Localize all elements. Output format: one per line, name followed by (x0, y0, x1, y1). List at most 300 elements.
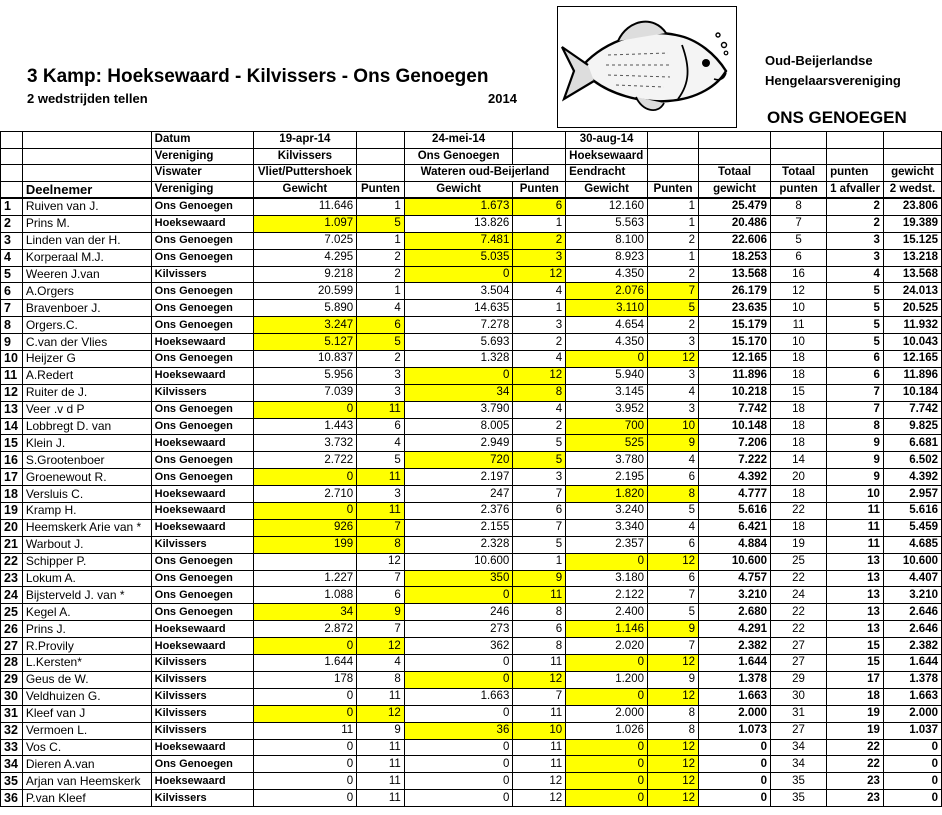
participant-name: Linden van der H. (22, 232, 151, 249)
weight-match-2: 0 (404, 705, 513, 722)
row-number: 15 (1, 435, 23, 452)
points-match-1: 2 (357, 351, 405, 368)
points-match-1: 11 (357, 469, 405, 486)
weight-match-3: 1.146 (566, 621, 648, 638)
points-match-2: 12 (513, 671, 566, 688)
points-match-1: 6 (357, 587, 405, 604)
weight-match-2: 10.600 (404, 553, 513, 570)
weight-two-matches: 1.663 (883, 688, 941, 705)
points-match-3: 12 (648, 351, 699, 368)
points-match-2: 1 (513, 300, 566, 317)
participant-club: Hoeksewaard (151, 503, 253, 520)
weight-match-1: 7.025 (253, 232, 357, 249)
points-match-1: 6 (357, 418, 405, 435)
weight-match-2: 3.504 (404, 283, 513, 300)
weight-match-3: 0 (566, 739, 648, 756)
points-match-3: 6 (648, 469, 699, 486)
weight-match-2: 247 (404, 486, 513, 503)
points-match-1: 1 (357, 283, 405, 300)
weight-two-matches: 19.389 (883, 215, 941, 232)
weight-two-matches: 2.382 (883, 638, 941, 655)
weight-two-matches: 0 (883, 790, 941, 807)
points-match-2: 1 (513, 215, 566, 232)
table-row (1, 756, 942, 773)
participant-club: Ons Genoegen (151, 249, 253, 266)
participant-club: Ons Genoegen (151, 418, 253, 435)
points-one-dropped: 5 (827, 300, 884, 317)
weight-match-2: 246 (404, 604, 513, 621)
participant-name: Schipper P. (22, 553, 151, 570)
water-match-2: Wateren oud-Beijerland (404, 165, 565, 182)
participant-club: Kilvissers (151, 790, 253, 807)
points-match-2: 2 (513, 232, 566, 249)
points-match-2: 8 (513, 638, 566, 655)
points-one-dropped: 6 (827, 367, 884, 384)
row-number: 17 (1, 469, 23, 486)
weight-match-2: 2.376 (404, 503, 513, 520)
points-match-2: 2 (513, 418, 566, 435)
weight-match-2: 7.278 (404, 317, 513, 334)
points-match-3: 7 (648, 587, 699, 604)
row-number: 24 (1, 587, 23, 604)
participant-name: Bijsterveld J. van * (22, 587, 151, 604)
row-number: 16 (1, 452, 23, 469)
participant-name: Klein J. (22, 435, 151, 452)
points-one-dropped: 13 (827, 587, 884, 604)
total-points: 18 (771, 486, 827, 503)
total-points: 16 (771, 266, 827, 283)
total-points: 18 (771, 418, 827, 435)
participant-name: Vos C. (22, 739, 151, 756)
points-match-3: 1 (648, 249, 699, 266)
row-number: 11 (1, 367, 23, 384)
weight-match-3: 3.952 (566, 401, 648, 418)
total-weight: 18.253 (699, 249, 771, 266)
weight-match-3: 2.195 (566, 469, 648, 486)
col-2-wedstrijden: 2 wedst. (883, 181, 941, 198)
points-match-2: 12 (513, 790, 566, 807)
participant-club: Ons Genoegen (151, 553, 253, 570)
points-match-2: 12 (513, 266, 566, 283)
table-row (1, 621, 942, 638)
weight-match-1: 1.227 (253, 570, 357, 587)
points-one-dropped: 2 (827, 215, 884, 232)
points-one-dropped: 17 (827, 671, 884, 688)
row-number: 18 (1, 486, 23, 503)
participant-club: Ons Genoegen (151, 198, 253, 215)
participant-club: Ons Genoegen (151, 351, 253, 368)
weight-match-1: 2.722 (253, 452, 357, 469)
row-number: 22 (1, 553, 23, 570)
date-match-1: 19-apr-14 (253, 132, 357, 149)
points-match-2: 7 (513, 688, 566, 705)
points-match-3: 9 (648, 671, 699, 688)
participant-club: Ons Genoegen (151, 401, 253, 418)
points-match-2: 6 (513, 198, 566, 215)
page-subtitle: 2 wedstrijden tellen (27, 91, 148, 106)
participant-name: Kegel A. (22, 604, 151, 621)
total-points: 22 (771, 604, 827, 621)
total-weight: 7.742 (699, 401, 771, 418)
total-weight: 10.600 (699, 553, 771, 570)
points-match-1: 7 (357, 519, 405, 536)
weight-match-2: 2.949 (404, 435, 513, 452)
total-weight: 4.884 (699, 536, 771, 553)
participant-club: Hoeksewaard (151, 486, 253, 503)
participant-name: P.van Kleef (22, 790, 151, 807)
participant-name: Warbout J. (22, 536, 151, 553)
points-one-dropped: 3 (827, 232, 884, 249)
total-points: 7 (771, 215, 827, 232)
weight-two-matches: 24.013 (883, 283, 941, 300)
weight-match-2: 0 (404, 790, 513, 807)
points-match-2: 11 (513, 655, 566, 672)
participant-club: Kilvissers (151, 671, 253, 688)
weight-match-1: 0 (253, 469, 357, 486)
row-number: 29 (1, 671, 23, 688)
weight-match-2: 8.005 (404, 418, 513, 435)
participant-name: Korperaal M.J. (22, 249, 151, 266)
points-match-1: 11 (357, 739, 405, 756)
weight-match-1: 0 (253, 688, 357, 705)
participant-name: Veldhuizen G. (22, 688, 151, 705)
total-points: 27 (771, 655, 827, 672)
col-gewicht-1: Gewicht (253, 181, 357, 198)
points-match-2: 2 (513, 334, 566, 351)
points-match-3: 1 (648, 215, 699, 232)
points-match-1: 11 (357, 756, 405, 773)
row-number: 12 (1, 384, 23, 401)
participant-club: Kilvissers (151, 688, 253, 705)
weight-two-matches: 2.646 (883, 604, 941, 621)
participant-club: Ons Genoegen (151, 604, 253, 621)
total-weight: 5.616 (699, 503, 771, 520)
points-match-3: 9 (648, 621, 699, 638)
weight-match-2: 0 (404, 739, 513, 756)
weight-two-matches: 4.407 (883, 570, 941, 587)
table-row (1, 266, 942, 283)
participant-name: Lokum A. (22, 570, 151, 587)
row-number: 7 (1, 300, 23, 317)
page-title: 3 Kamp: Hoeksewaard - Kilvissers - Ons Genoegen (27, 66, 489, 87)
participant-name: S.Grootenboer (22, 452, 151, 469)
points-match-1: 3 (357, 367, 405, 384)
weight-match-1: 178 (253, 671, 357, 688)
total-weight: 2.680 (699, 604, 771, 621)
points-match-3: 3 (648, 401, 699, 418)
weight-match-3: 0 (566, 655, 648, 672)
weight-two-matches: 5.616 (883, 503, 941, 520)
season-year: 2014 (488, 91, 517, 106)
points-match-2: 10 (513, 722, 566, 739)
points-match-3: 2 (648, 317, 699, 334)
total-weight: 25.479 (699, 198, 771, 215)
weight-match-1: 1.443 (253, 418, 357, 435)
row-number: 1 (1, 198, 23, 215)
total-weight: 1.663 (699, 688, 771, 705)
weight-match-3: 3.110 (566, 300, 648, 317)
weight-match-1: 7.039 (253, 384, 357, 401)
total-weight: 0 (699, 756, 771, 773)
table-row (1, 503, 942, 520)
participant-name: Heijzer G (22, 351, 151, 368)
points-match-1: 6 (357, 317, 405, 334)
total-points: 29 (771, 671, 827, 688)
participant-club: Hoeksewaard (151, 638, 253, 655)
points-match-1: 11 (357, 790, 405, 807)
total-weight: 4.291 (699, 621, 771, 638)
points-match-2: 1 (513, 553, 566, 570)
fish-logo-icon (557, 6, 737, 128)
total-weight: 1.073 (699, 722, 771, 739)
weight-match-1: 0 (253, 503, 357, 520)
col-deelnemer: Deelnemer (22, 181, 151, 198)
table-row (1, 401, 942, 418)
weight-match-1: 3.732 (253, 435, 357, 452)
participant-club: Hoeksewaard (151, 334, 253, 351)
points-one-dropped: 9 (827, 469, 884, 486)
weight-two-matches: 3.210 (883, 587, 941, 604)
table-row (1, 469, 942, 486)
weight-match-3: 1.820 (566, 486, 648, 503)
participant-club: Kilvissers (151, 655, 253, 672)
participant-name: Arjan van Heemskerk (22, 773, 151, 790)
points-match-3: 5 (648, 604, 699, 621)
results-table (0, 131, 942, 807)
total-weight: 13.568 (699, 266, 771, 283)
points-match-1: 5 (357, 334, 405, 351)
weight-match-1: 1.097 (253, 215, 357, 232)
weight-two-matches: 4.392 (883, 469, 941, 486)
points-one-dropped: 13 (827, 570, 884, 587)
label-punten: punten (827, 165, 884, 182)
participant-name: Versluis C. (22, 486, 151, 503)
weight-match-2: 36 (404, 722, 513, 739)
points-match-3: 4 (648, 519, 699, 536)
table-row (1, 384, 942, 401)
total-points: 8 (771, 198, 827, 215)
weight-match-1: 0 (253, 739, 357, 756)
points-one-dropped: 6 (827, 351, 884, 368)
points-match-2: 8 (513, 384, 566, 401)
row-number: 8 (1, 317, 23, 334)
participant-club: Ons Genoegen (151, 469, 253, 486)
points-match-3: 12 (648, 739, 699, 756)
header-row-vereniging (1, 148, 942, 165)
col-punten-3: Punten (648, 181, 699, 198)
total-weight: 4.757 (699, 570, 771, 587)
points-match-1: 4 (357, 300, 405, 317)
col-gewicht-2: Gewicht (404, 181, 513, 198)
row-number: 3 (1, 232, 23, 249)
table-row (1, 587, 942, 604)
total-points: 22 (771, 621, 827, 638)
weight-match-3: 8.923 (566, 249, 648, 266)
points-match-2: 11 (513, 587, 566, 604)
weight-match-1: 1.644 (253, 655, 357, 672)
participant-club: Hoeksewaard (151, 215, 253, 232)
points-match-1: 2 (357, 249, 405, 266)
weight-two-matches: 20.525 (883, 300, 941, 317)
participant-name: A.Orgers (22, 283, 151, 300)
total-points: 18 (771, 351, 827, 368)
row-number: 26 (1, 621, 23, 638)
participant-name: Kleef van J (22, 705, 151, 722)
participant-name: Heemskerk Arie van * (22, 519, 151, 536)
points-one-dropped: 7 (827, 384, 884, 401)
total-points: 34 (771, 739, 827, 756)
total-weight: 15.170 (699, 334, 771, 351)
points-match-2: 7 (513, 486, 566, 503)
points-match-1: 8 (357, 536, 405, 553)
weight-match-2: 0 (404, 671, 513, 688)
table-row (1, 604, 942, 621)
row-number: 9 (1, 334, 23, 351)
points-one-dropped: 8 (827, 418, 884, 435)
weight-match-2: 0 (404, 367, 513, 384)
date-match-3: 30-aug-14 (566, 132, 648, 149)
weight-match-3: 5.940 (566, 367, 648, 384)
table-row (1, 722, 942, 739)
points-match-3: 8 (648, 705, 699, 722)
weight-match-2: 350 (404, 570, 513, 587)
points-match-3: 12 (648, 553, 699, 570)
total-weight: 0 (699, 739, 771, 756)
total-weight: 10.218 (699, 384, 771, 401)
points-match-2: 3 (513, 469, 566, 486)
total-points: 18 (771, 367, 827, 384)
weight-two-matches: 13.568 (883, 266, 941, 283)
participant-club: Hoeksewaard (151, 621, 253, 638)
weight-match-1: 9.218 (253, 266, 357, 283)
points-match-3: 5 (648, 300, 699, 317)
weight-match-2: 1.663 (404, 688, 513, 705)
water-match-1: Vliet/Puttershoek (253, 165, 357, 182)
weight-two-matches: 6.681 (883, 435, 941, 452)
weight-two-matches: 2.957 (883, 486, 941, 503)
points-match-1: 7 (357, 570, 405, 587)
points-one-dropped: 23 (827, 790, 884, 807)
weight-match-3: 1.200 (566, 671, 648, 688)
points-match-1: 11 (357, 773, 405, 790)
weight-two-matches: 10.184 (883, 384, 941, 401)
points-match-1: 11 (357, 401, 405, 418)
total-points: 35 (771, 773, 827, 790)
table-row (1, 655, 942, 672)
participant-club: Ons Genoegen (151, 283, 253, 300)
participant-club: Ons Genoegen (151, 570, 253, 587)
table-row (1, 418, 942, 435)
table-row (1, 215, 942, 232)
weight-two-matches: 2.000 (883, 705, 941, 722)
points-match-1: 12 (357, 705, 405, 722)
table-row (1, 536, 942, 553)
weight-match-1: 2.710 (253, 486, 357, 503)
total-points: 34 (771, 756, 827, 773)
points-one-dropped: 11 (827, 519, 884, 536)
points-match-1: 8 (357, 671, 405, 688)
total-points: 18 (771, 435, 827, 452)
label-gewicht: gewicht (883, 165, 941, 182)
row-number: 28 (1, 655, 23, 672)
points-one-dropped: 13 (827, 553, 884, 570)
weight-match-2: 273 (404, 621, 513, 638)
total-points: 30 (771, 688, 827, 705)
points-match-3: 7 (648, 638, 699, 655)
points-one-dropped: 4 (827, 266, 884, 283)
points-match-1: 4 (357, 435, 405, 452)
weight-two-matches: 0 (883, 756, 941, 773)
weight-match-3: 2.020 (566, 638, 648, 655)
club-name-line2: Hengelaarsvereniging (765, 73, 901, 88)
club-name-line1: Oud-Beijerlandse (765, 53, 873, 68)
points-one-dropped: 15 (827, 638, 884, 655)
weight-match-2: 34 (404, 384, 513, 401)
points-match-1: 1 (357, 198, 405, 215)
weight-match-2: 0 (404, 756, 513, 773)
weight-two-matches: 11.932 (883, 317, 941, 334)
total-points: 22 (771, 570, 827, 587)
points-match-2: 4 (513, 283, 566, 300)
club-match-1: Kilvissers (253, 148, 357, 165)
weight-match-3: 525 (566, 435, 648, 452)
table-row (1, 317, 942, 334)
weight-match-3: 4.350 (566, 266, 648, 283)
total-points: 15 (771, 384, 827, 401)
total-weight: 20.486 (699, 215, 771, 232)
participant-name: C.van der Vlies (22, 334, 151, 351)
weight-two-matches: 9.825 (883, 418, 941, 435)
total-points: 27 (771, 722, 827, 739)
participant-name: Weeren J.van (22, 266, 151, 283)
points-match-3: 6 (648, 536, 699, 553)
points-one-dropped: 10 (827, 486, 884, 503)
header-row-columns (1, 181, 942, 198)
weight-match-1: 3.247 (253, 317, 357, 334)
participant-name: Ruiven van J. (22, 198, 151, 215)
club-match-2: Ons Genoegen (404, 148, 513, 165)
weight-match-2: 13.826 (404, 215, 513, 232)
weight-two-matches: 23.806 (883, 198, 941, 215)
table-row (1, 790, 942, 807)
total-weight: 7.222 (699, 452, 771, 469)
label-viswater: Viswater (151, 165, 253, 182)
total-weight: 15.179 (699, 317, 771, 334)
weight-match-3: 8.100 (566, 232, 648, 249)
participant-club: Ons Genoegen (151, 452, 253, 469)
weight-match-3: 2.400 (566, 604, 648, 621)
total-weight: 3.210 (699, 587, 771, 604)
points-match-1: 3 (357, 384, 405, 401)
points-match-3: 12 (648, 773, 699, 790)
weight-match-1: 5.127 (253, 334, 357, 351)
table-row (1, 198, 942, 215)
col-afvaller: 1 afvaller (827, 181, 884, 198)
table-row (1, 351, 942, 368)
participant-club: Hoeksewaard (151, 773, 253, 790)
points-one-dropped: 15 (827, 655, 884, 672)
weight-match-3: 12.160 (566, 198, 648, 215)
weight-match-3: 2.122 (566, 587, 648, 604)
weight-match-1: 0 (253, 638, 357, 655)
header-row-viswater (1, 165, 942, 182)
weight-match-3: 0 (566, 790, 648, 807)
points-match-3: 2 (648, 232, 699, 249)
participant-club: Hoeksewaard (151, 435, 253, 452)
col-vereniging: Vereniging (151, 181, 253, 198)
points-match-2: 11 (513, 756, 566, 773)
brand-name: ONS GENOEGEN (767, 108, 907, 127)
